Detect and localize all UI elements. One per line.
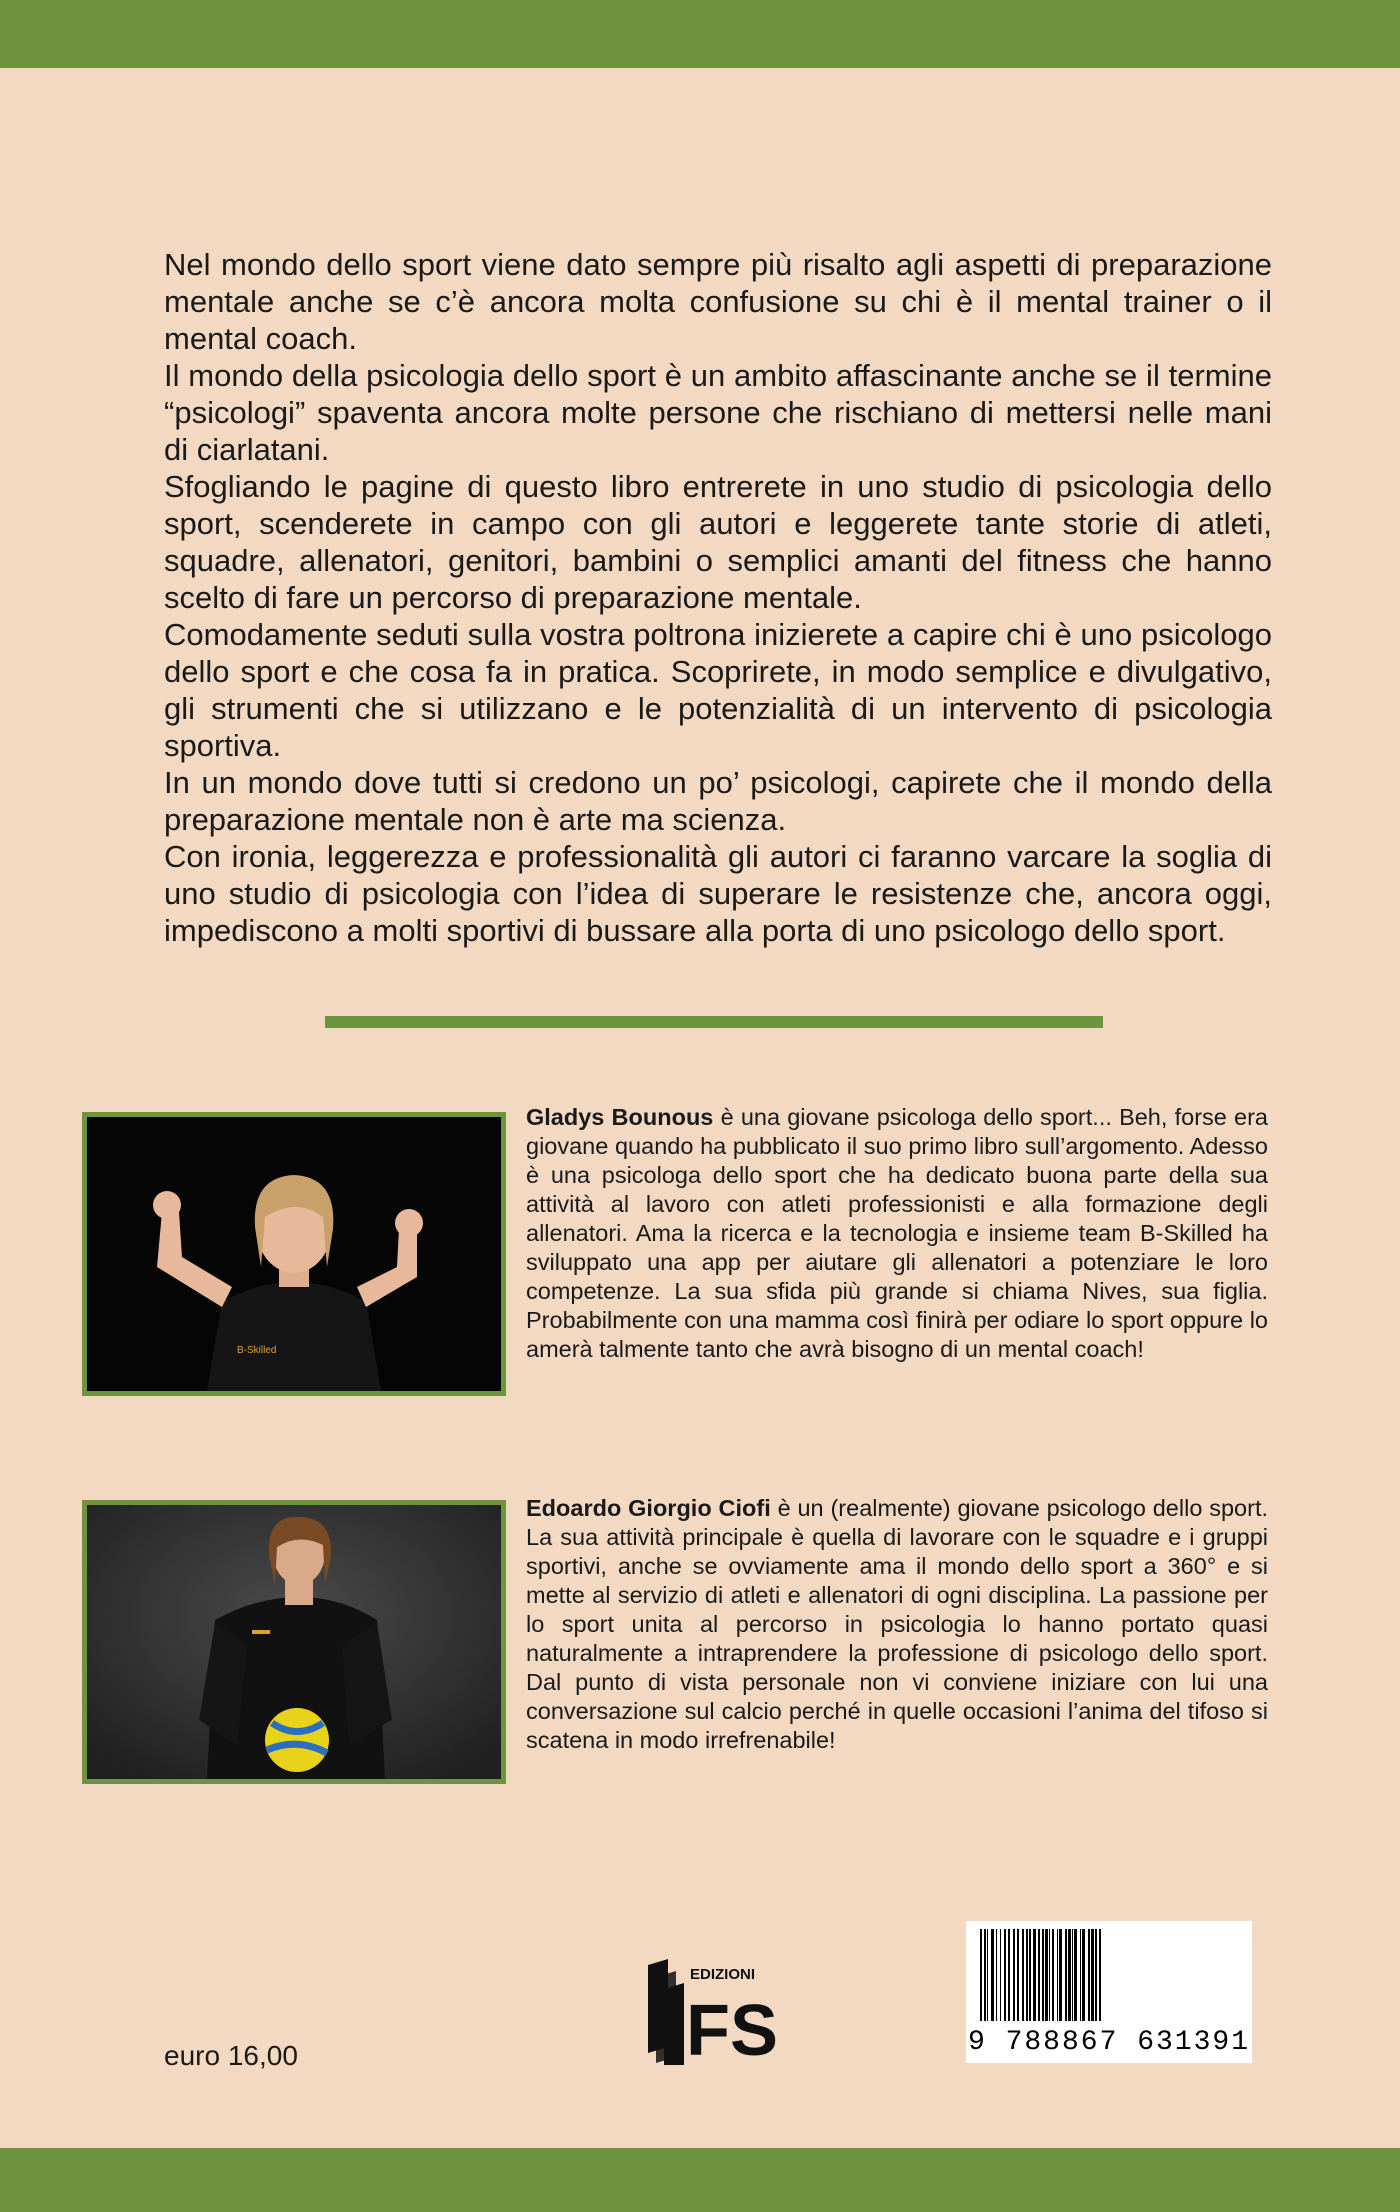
- barcode-bar: [1082, 1929, 1085, 2021]
- barcode-bar: [1045, 1929, 1048, 2021]
- barcode-bar: [991, 1929, 994, 2021]
- shirt-logo: B-Skilled: [237, 1345, 277, 1356]
- barcode-bar: [1042, 1929, 1044, 2021]
- barcode-bar: [1017, 1929, 1019, 2021]
- blurb-paragraph-2: Il mondo della psicologia dello sport è un ambito affascinante anche se il termine “psicologi” spaventa ancora molte persone che rischiano di mettersi nelle mani di ciarlatani.: [164, 358, 1272, 467]
- author-bio-text-gladys: è una giovane psicologa dello sport... Beh, forse era giovane quando ha pubblicato il suo primo libro sull’argomento. Adesso è una psicologa dello sport che ha dedicato buona parte della sua attività al lavoro con atleti professionisti e alla formazione degli allenatori. Ama la ricerca e la tecnologia e insieme team B-Skilled ha sviluppato una app per aiutare gli allenatori a potenziare le loro competenze. La sua sfida più grande si chiama Nives, sua figlia. Probabilmente con una mamma così finirà per odiare lo sport oppure lo amerà talmente tanto che avrà bisogno di un mental coach!: [526, 1104, 1268, 1362]
- barcode-digits: 9 788867 631391: [967, 2027, 1251, 2058]
- author-bio-gladys: [526, 1103, 1268, 1364]
- barcode-bar: [1049, 1929, 1050, 2021]
- barcode-bar: [1029, 1929, 1031, 2021]
- barcode-bar: [1095, 1929, 1097, 2021]
- barcode-bars: [966, 1921, 1252, 2025]
- barcode-bar: [1026, 1929, 1028, 2021]
- bottom-green-band: [0, 2148, 1400, 2212]
- publisher-edizioni: EDIZIONI: [690, 1966, 756, 1983]
- barcode-bar: [1072, 1929, 1073, 2021]
- barcode-bar: [1057, 1929, 1058, 2021]
- barcode-bar: [1052, 1929, 1054, 2021]
- author-photo-edoardo: [82, 1500, 506, 1784]
- author-bio-text-edoardo: è un (realmente) giovane psicologo dello sport. La sua attività principale è quella di lavorare con le squadre e i gruppi sportivi, anche se ovviamente ama il mondo dello sport a 360° e si mette al servizio di atleti e allenatori di ogni disciplina. La passione per lo sport unita al percorso in psicologia lo hanno portato quasi naturalmente a intraprendere la professione di psicologo dello sport. Dal punto di vista personale non vi conviene iniziare con lui una conversazione sul calcio perché in quelle occasioni l’anima del tifoso si scatena in modo irrefrenabile!: [526, 1495, 1268, 1753]
- barcode-bar: [1088, 1929, 1090, 2021]
- publisher-logo: [646, 1955, 778, 2065]
- section-divider: [325, 1016, 1103, 1028]
- barcode-bar: [1013, 1929, 1015, 2021]
- barcode-bar: [1000, 1929, 1001, 2021]
- author-name-gladys: Gladys Bounous: [526, 1104, 714, 1130]
- barcode-bar: [987, 1929, 988, 2021]
- price-label: euro 16,00: [164, 2040, 298, 2071]
- barcode-bar: [1008, 1929, 1010, 2021]
- isbn-barcode: [966, 1921, 1252, 2063]
- blurb-paragraph-1: Nel mondo dello sport viene dato sempre più risalto agli aspetti di preparazione mentale anche se c’è ancora molta confusione su chi è il mental trainer o il mental coach.: [164, 247, 1272, 356]
- barcode-bar: [984, 1929, 986, 2021]
- barcode-bar: [1099, 1929, 1101, 2021]
- author-name-edoardo: Edoardo Giorgio Ciofi: [526, 1495, 771, 1521]
- barcode-bar: [1004, 1929, 1006, 2021]
- barcode-bar: [1038, 1929, 1040, 2021]
- barcode-bar: [1022, 1929, 1024, 2021]
- publisher-fs: FS: [686, 1991, 778, 2065]
- barcode-bar: [1033, 1929, 1036, 2021]
- blurb-paragraph-5: In un mondo dove tutti si credono un po’ psicologi, capirete che il mondo della preparazione mentale non è arte ma scienza.: [164, 765, 1272, 837]
- author-bio-edoardo: [526, 1494, 1268, 1755]
- barcode-bar: [980, 1929, 982, 2021]
- blurb-paragraph-6: Con ironia, leggerezza e professionalità gli autori ci faranno varcare la soglia di uno studio di psicologia con l’idea di superare le resistenze che, ancora oggi, impediscono a molti sportivi di bussare alla porta di uno psicologo dello sport.: [164, 839, 1272, 948]
- barcode-bar: [1091, 1929, 1094, 2021]
- blurb-paragraph-3: Sfogliando le pagine di questo libro entrerete in uno studio di psicologia dello sport, scenderete in campo con gli autori e leggerete tante storie di atleti, squadre, allenatori, genitori, bambini o semplici amanti del fitness che hanno scelto di fare un percorso di preparazione mentale.: [164, 469, 1272, 615]
- top-green-band: [0, 0, 1400, 68]
- barcode-bar: [1059, 1929, 1062, 2021]
- back-cover-blurb: [164, 246, 1272, 949]
- barcode-bar: [1068, 1929, 1071, 2021]
- barcode-bar: [1074, 1929, 1077, 2021]
- barcode-bar: [996, 1929, 997, 2021]
- barcode-bar: [1080, 1929, 1081, 2021]
- barcode-bar: [1065, 1929, 1067, 2021]
- blurb-paragraph-4: Comodamente seduti sulla vostra poltrona inizierete a capire chi è uno psicologo dello sport e che cosa fa in pratica. Scoprirete, in modo semplice e divulgativo, gli strumenti che si utilizzano e le potenzialità di un intervento di psicologia sportiva.: [164, 617, 1272, 763]
- author-photo-gladys: [82, 1112, 506, 1396]
